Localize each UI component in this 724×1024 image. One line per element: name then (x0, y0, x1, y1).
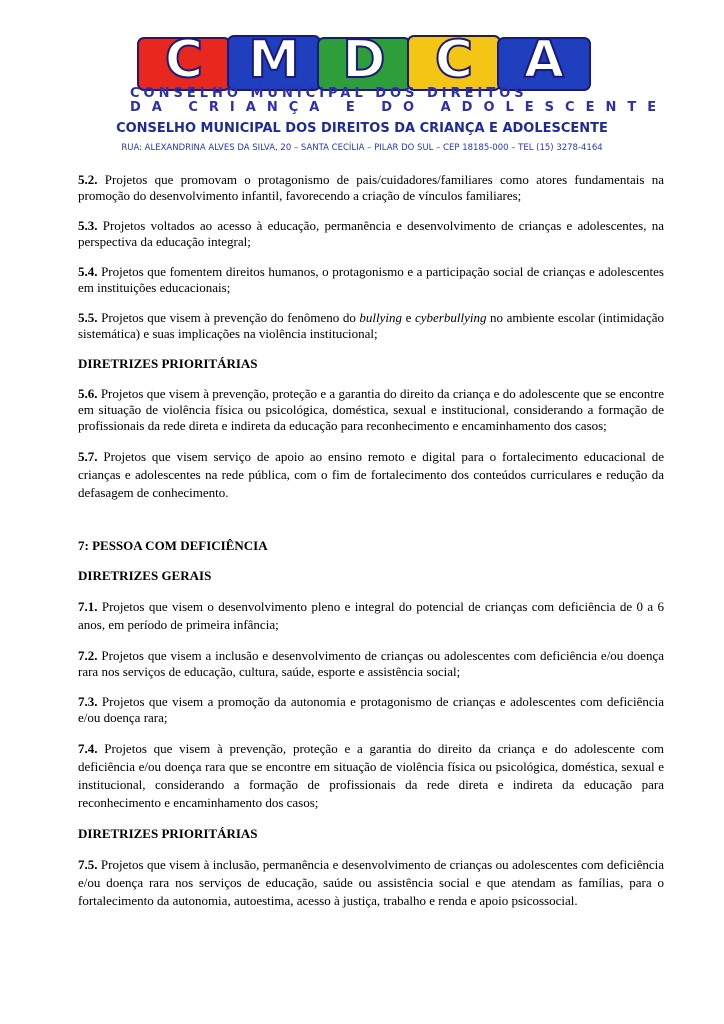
item-text-mid: e (402, 310, 415, 325)
item-7-2 (78, 648, 664, 680)
heading-priority-guidelines-2: DIRETRIZES PRIORITÁRIAS (78, 826, 258, 841)
term-bullying: bullying (359, 310, 403, 325)
item-number: 5.5. (78, 310, 98, 325)
cmdca-logo (120, 30, 668, 115)
heading-general-guidelines: DIRETRIZES GERAIS (78, 568, 212, 583)
item-number: 5.2. (78, 172, 98, 187)
item-text: Projetos que visem à prevenção, proteção e a garantia do direito da criança e do adolescente com deficiência e/ou doença rara que se encontre em situação de violência física ou psicológica, doméstica, sexual e institucional, considerando a formação de profissionais da rede direta e indireta da educação para reconhecimento e encaminhamento dos casos; (78, 741, 664, 810)
item-number: 5.3. (78, 218, 98, 233)
logo-letter-a: A (523, 30, 565, 90)
item-text: Projetos voltados ao acesso à educação, permanência e desenvolvimento de crianças e adolescentes, na perspectiva da educação integral; (78, 218, 664, 249)
item-number: 7.2. (78, 648, 98, 663)
item-5-3 (78, 218, 664, 250)
item-5-6 (78, 386, 664, 434)
section-spacer (78, 516, 664, 538)
term-cyberbullying: cyberbullying (414, 310, 487, 325)
logo-letter-m: M (248, 30, 300, 90)
item-7-4 (78, 740, 664, 812)
item-text: Projetos que fomentem direitos humanos, o protagonismo e a participação social de crianças e adolescentes em instituições educacionais; (78, 264, 664, 295)
item-5-2 (78, 172, 664, 204)
item-7-1 (78, 598, 664, 634)
item-text-post: no ambiente escolar (intimidação sistemática) e suas implicações na violência institucional; (78, 310, 664, 341)
item-number: 5.7. (78, 449, 98, 464)
item-number: 5.6. (78, 386, 98, 401)
section-title: 7: PESSOA COM DEFICIÊNCIA (78, 538, 268, 553)
organization-address: RUA: ALEXANDRINA ALVES DA SILVA, 20 – SANTA CECÍLIA – PILAR DO SUL – CEP 18185-000 – TEL (15) 3278-4164 (121, 143, 603, 153)
item-7-5 (78, 856, 664, 910)
logo-subtitle-line1: CONSELHO MUNICIPAL DOS DIREITOS (130, 86, 528, 101)
item-number: 7.3. (78, 694, 98, 709)
item-text: Projetos que promovam o protagonismo de pais/cuidadores/familiares como atores fundamentais na promoção do desenvolvimento infantil, favorecendo a criação de vínculos familiares; (78, 172, 664, 203)
item-text: Projetos que visem serviço de apoio ao ensino remoto e digital para o fortalecimento educacional de crianças e adolescentes na rede pública, com o fim de fortalecimento dos conteúdos curriculares e redução da defasagem de conhecimento. (78, 449, 664, 500)
logo-letter-c: C (164, 30, 204, 90)
logo-subtitle-line2: DA CRIANÇA E DO ADOLESCENTE (130, 100, 668, 115)
item-text: Projetos que visem o desenvolvimento pleno e integral do potencial de crianças com deficiência de 0 a 6 anos, em período de primeira infância; (78, 599, 664, 632)
item-text: Projetos que visem à inclusão, permanência e desenvolvimento de crianças ou adolescentes com deficiência e/ou doença rara nos serviços de educação, saúde ou assistência social e que atendam as famílias, para o fortalecimento da autonomia, autoestima, acesso à justiça, trabalho e renda e apoio psicossocial. (78, 857, 664, 908)
document-body (78, 172, 664, 924)
item-number: 7.1. (78, 599, 98, 614)
item-5-4 (78, 264, 664, 296)
logo-letter-d: D (342, 30, 386, 90)
heading-priority-guidelines: DIRETRIZES PRIORITÁRIAS (78, 356, 258, 371)
item-number: 5.4. (78, 264, 98, 279)
item-number: 7.5. (78, 857, 98, 872)
item-5-7 (78, 448, 664, 502)
item-number: 7.4. (78, 741, 98, 756)
item-5-5 (78, 310, 664, 342)
item-text: Projetos que visem a promoção da autonomia e protagonismo de crianças e adolescentes com deficiência e/ou doença rara; (78, 694, 664, 725)
organization-title: CONSELHO MUNICIPAL DOS DIREITOS DA CRIANÇA E ADOLESCENTE (116, 121, 608, 136)
item-text: Projetos que visem a inclusão e desenvolvimento de crianças ou adolescentes com deficiência e/ou doença rara nos serviços de educação, cultura, saúde, esporte e assistência social; (78, 648, 664, 679)
item-text: Projetos que visem à prevenção, proteção e a garantia do direito da criança e do adolescente que se encontre em situação de violência física ou psicológica, doméstica, sexual e institucional, considerando a formação de profissionais da rede direta e indireta da educação para reconhecimento e encaminhamento dos casos; (78, 386, 664, 433)
item-7-3 (78, 694, 664, 726)
logo-letter-c2: C (434, 30, 474, 90)
item-text-pre: Projetos que visem à prevenção do fenômeno do (97, 310, 360, 325)
